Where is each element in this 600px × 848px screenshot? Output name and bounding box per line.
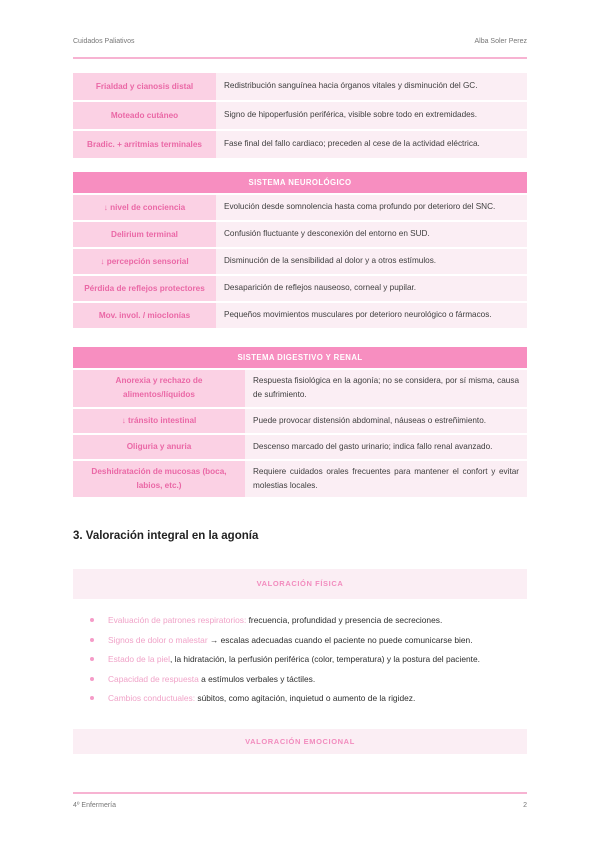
bullet-dot-icon [90,677,94,681]
row-description: Respuesta fisiológica en la agonía; no se considera, por sí misma, causa de sufrimiento. [245,370,527,407]
footer-course-year: 4º Enfermería [73,802,117,809]
row-label: Bradic. + arritmias terminales [73,131,216,158]
table-row [73,131,527,158]
row-label: Delirium terminal [73,222,216,247]
item-highlight: Capacidad de respuesta [108,673,199,684]
row-description: Evolución desde somnolencia hasta coma profundo por deterioro del SNC. [216,195,527,220]
valoracion-emocional-band: VALORACIÓN EMOCIONAL [73,729,527,754]
footer-divider [73,792,527,794]
list-item [90,614,530,634]
table-row [73,73,527,100]
header-author: Alba Soler Perez [474,38,527,45]
item-text: → escalas adecuadas cuando el paciente no puede comunicarse bien. [207,634,473,645]
item-highlight: Signos de dolor o malestar [108,634,208,645]
table-row [73,102,527,129]
table-row [73,222,527,247]
table-row [73,276,527,301]
row-label: ↓ nivel de conciencia [73,195,216,220]
item-text: súbitos, como agitación, inquietud o aumento de la rigidez. [195,693,416,703]
row-label: ↓ tránsito intestinal [73,409,245,433]
row-description: Requiere cuidados orales frecuentes para mantener el confort y evitar molestias locales. [245,461,527,498]
valoracion-fisica-band: VALORACIÓN FÍSICA [73,569,527,599]
table-row [73,195,527,220]
item-text: frecuencia, profundidad y presencia de secreciones. [246,615,443,625]
row-label: Frialdad y cianosis distal [73,73,216,100]
row-description: Pequeños movimientos musculares por deterioro neurológico o fármacos. [216,303,527,328]
row-description: Fase final del fallo cardiaco; preceden al cese de la actividad eléctrica. [216,131,527,158]
header-course-title: Cuidados Paliativos [73,38,135,45]
table-row [73,370,527,407]
bullet-dot-icon [90,638,94,642]
page-header [73,38,527,45]
row-label: Mov. invol. / mioclonías [73,303,216,328]
table-row [73,409,527,433]
list-item [90,692,530,712]
item-highlight: Estado de la piel [108,654,170,664]
item-text: , la hidratación, la perfusión periférica (color, temperatura) y la postura del paciente. [169,654,480,664]
list-item [90,673,530,693]
list-item [90,653,530,673]
table-digestivo-renal [73,345,527,499]
page-footer [73,802,527,809]
page-number: 2 [523,802,527,809]
row-description: Redistribución sanguínea hacia órganos vitales y disminución del GC. [216,73,527,100]
table-row [73,461,527,498]
row-label: Moteado cutáneo [73,102,216,129]
section-title: 3. Valoración integral en la agonía [73,530,259,542]
bullet-dot-icon [90,696,94,700]
row-description: Signo de hipoperfusión periférica, visible sobre todo en extremidades. [216,102,527,129]
table-neurologico [73,170,527,330]
bullet-dot-icon [90,657,94,661]
list-item [90,634,530,654]
table-header-row [73,347,527,368]
header-divider [73,57,527,59]
row-description: Confusión fluctuante y desconexión del entorno en SUD. [216,222,527,247]
item-text: a estímulos verbales y táctiles. [198,673,316,684]
item-highlight: Cambios conductuales: [108,693,196,703]
table-cardiovascular [73,71,527,160]
row-label: Pérdida de reflejos protectores [73,276,216,301]
row-label: ↓ percepción sensorial [73,249,216,274]
row-description: Disminución de la sensibilidad al dolor y a otros estímulos. [216,249,527,274]
bullet-dot-icon [90,618,94,622]
row-description: Desaparición de reflejos nauseoso, corneal y pupilar. [216,276,527,301]
table-row [73,435,527,459]
item-highlight: Evaluación de patrones respiratorios: [108,615,247,625]
table-title: SISTEMA NEUROLÓGICO [73,172,527,193]
row-label: Anorexia y rechazo de alimentos/líquidos [73,370,245,407]
table-header-row [73,172,527,193]
row-label: Oliguria y anuria [73,435,245,459]
table-title: SISTEMA DIGESTIVO Y RENAL [73,347,527,368]
row-label: Deshidratación de mucosas (boca, labios, etc.) [73,461,245,498]
row-description: Descenso marcado del gasto urinario; indica fallo renal avanzado. [245,435,527,459]
row-description: Puede provocar distensión abdominal, náuseas o estreñimiento. [245,409,527,433]
table-row [73,249,527,274]
bullet-list [90,614,530,712]
table-row [73,303,527,328]
